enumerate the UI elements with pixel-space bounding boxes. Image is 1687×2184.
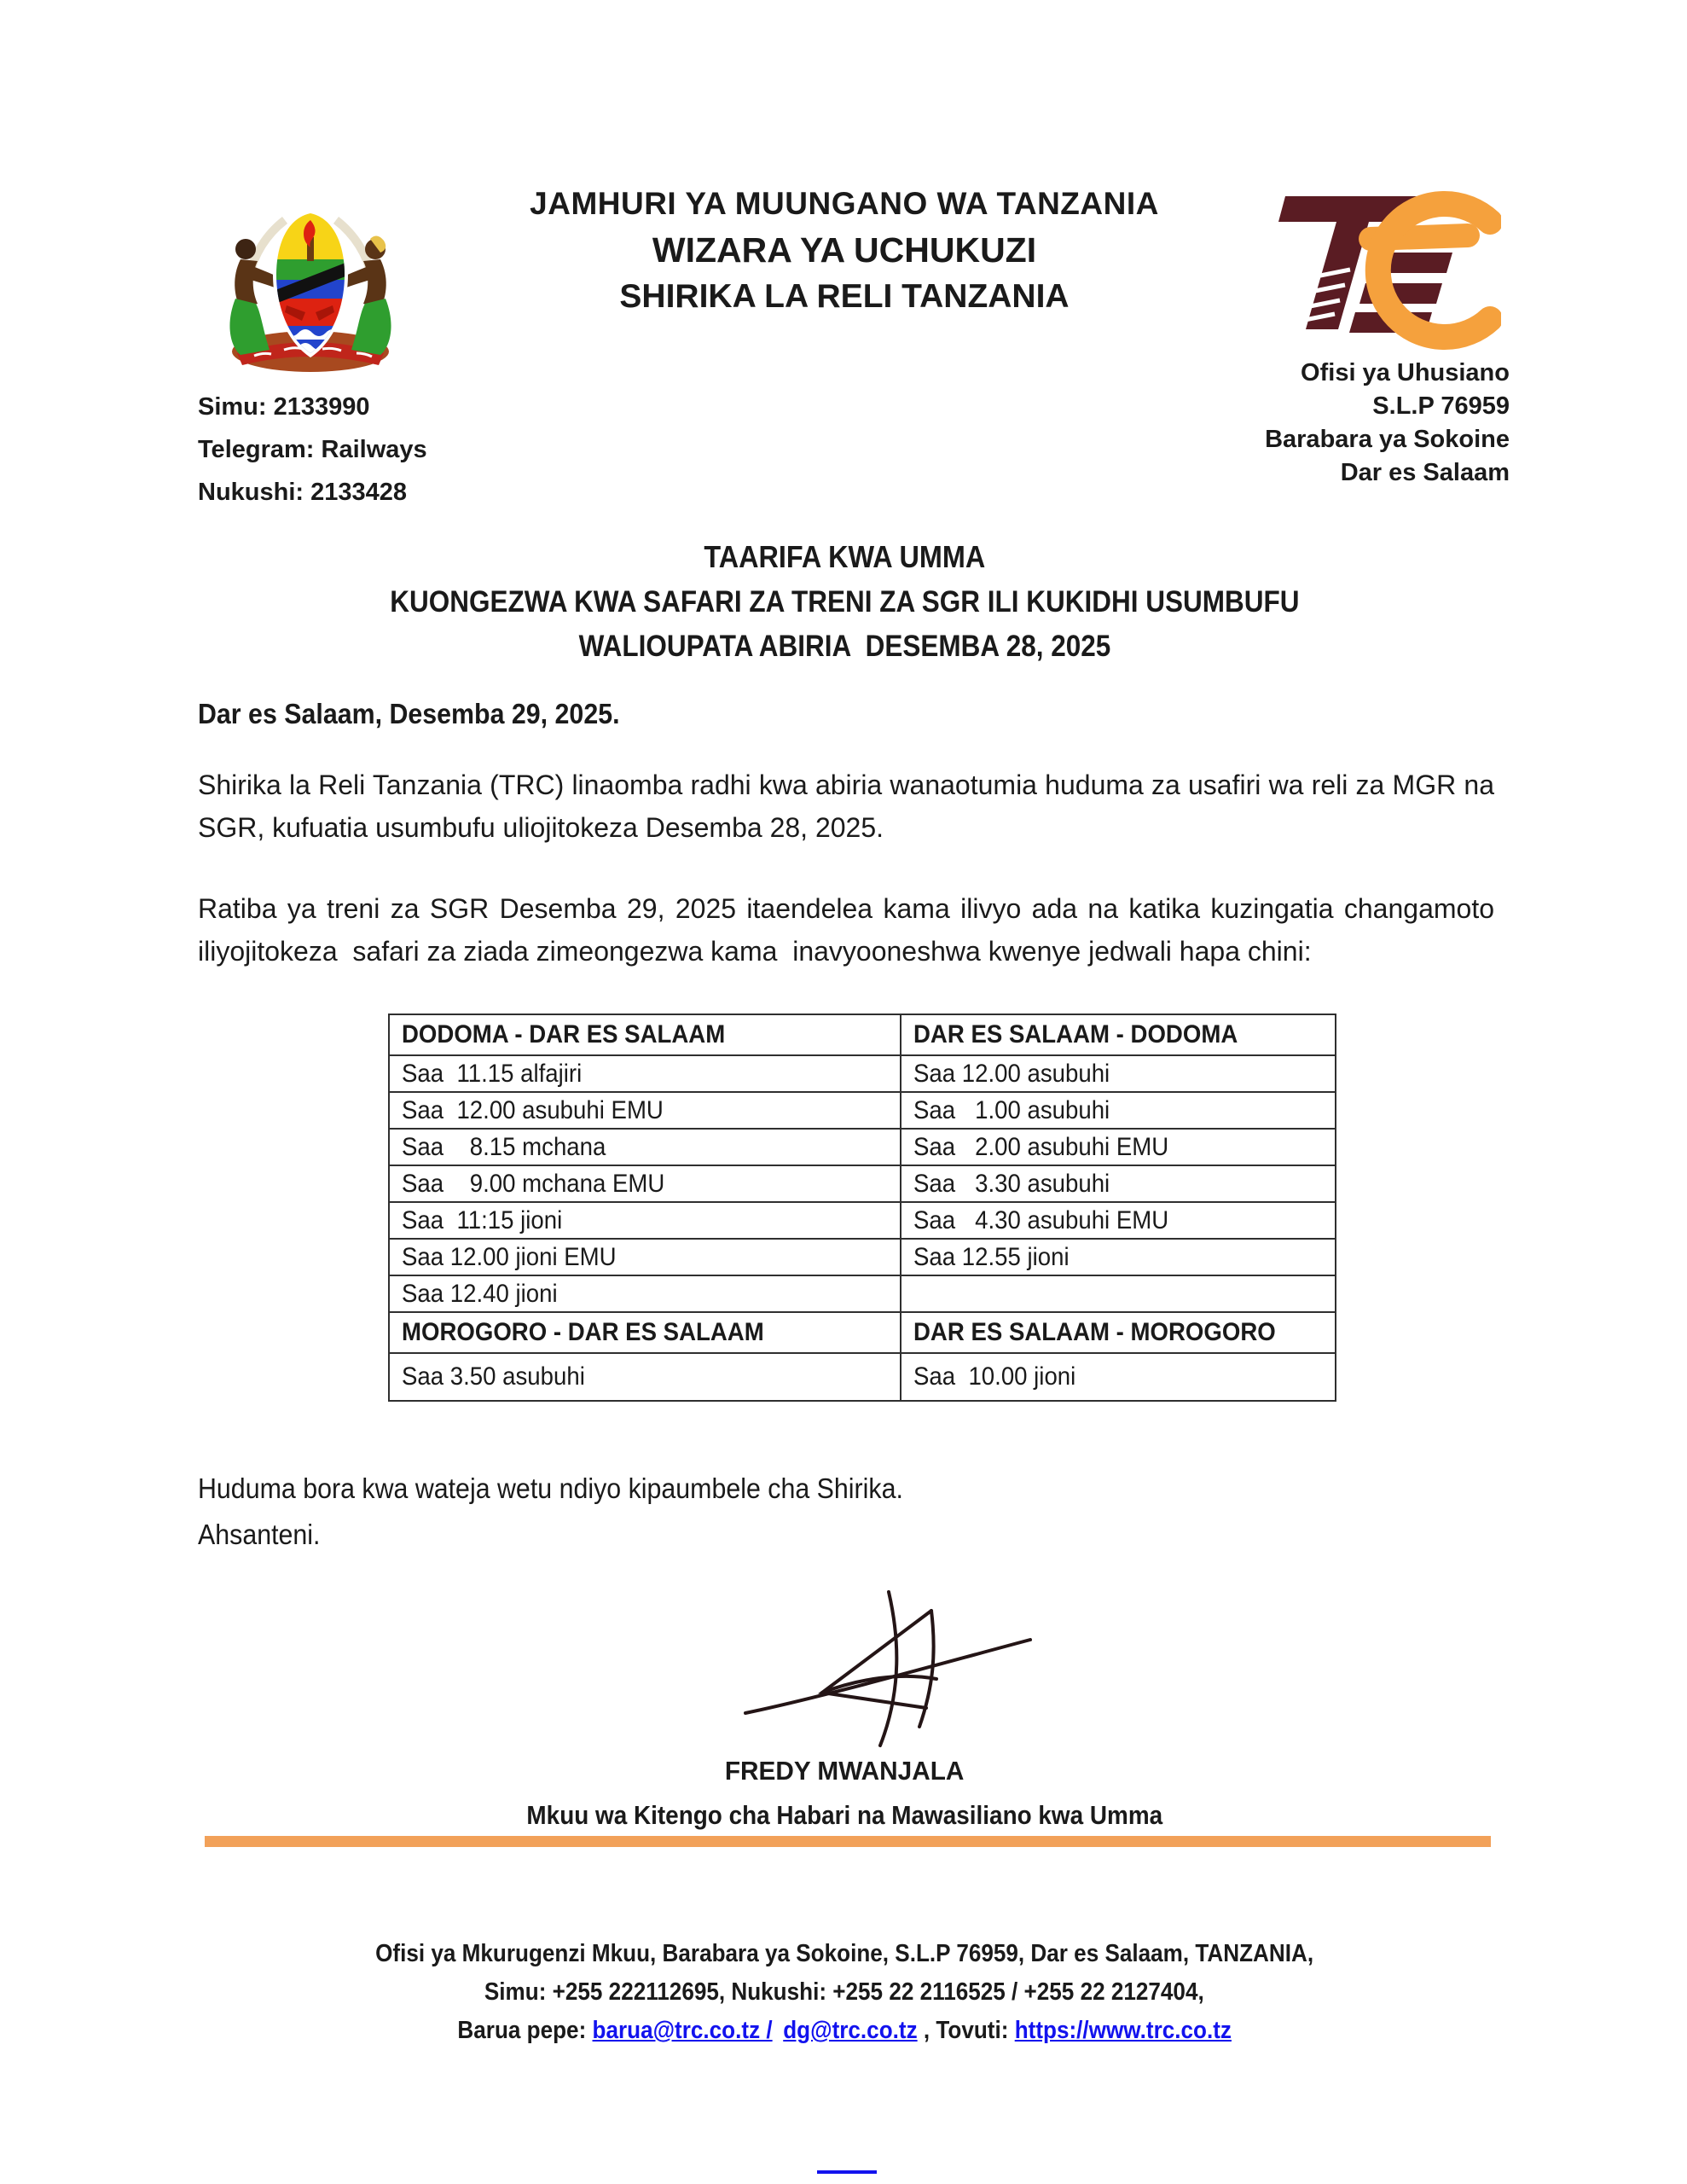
table-row	[389, 1129, 1336, 1165]
schedule-cell: Saa 10.00 jioni	[901, 1353, 1336, 1401]
schedule-cell: Saa 4.30 asubuhi EMU	[901, 1202, 1336, 1239]
phone-line: Simu: 2133990	[198, 393, 370, 421]
office-line: Ofisi ya Uhusiano	[1301, 359, 1510, 386]
signatory-role: Mkuu wa Kitengo cha Habari na Mawasiliano kwa Umma	[526, 1800, 1162, 1830]
pobox-line: S.L.P 76959	[1372, 392, 1510, 420]
schedule-cell: Saa 12.00 asubuhi EMU	[389, 1092, 901, 1129]
train-schedule-table	[388, 1014, 1336, 1402]
closing-line: Huduma bora kwa wateja wetu ndiyo kipaumbele cha Shirika.	[198, 1472, 903, 1504]
schedule-cell: Saa 12.55 jioni	[901, 1239, 1336, 1275]
schedule-cell: Saa 12.40 jioni	[389, 1275, 901, 1312]
ministry-line: WIZARA YA UCHUKUZI	[652, 230, 1037, 270]
orange-divider	[205, 1836, 1491, 1847]
schedule-cell: Saa 12.00 asubuhi	[901, 1055, 1336, 1092]
paragraph-schedule-info: Ratiba ya treni za SGR Desemba 29, 2025 itaendelea kama ilivyo ada na katika kuzingatia changamoto iliyojitokeza safari za ziada zimeongezwa kama inavyooneshwa kwenye jedwali hapa chini:	[198, 893, 1502, 967]
schedule-cell: Saa 11:15 jioni	[389, 1202, 901, 1239]
notice-title-block	[196, 539, 1493, 664]
footer-address-line: Ofisi ya Mkurugenzi Mkuu, Barabara ya Sokoine, S.L.P 76959, Dar es Salaam, TANZANIA,	[375, 1940, 1313, 1967]
schedule-cell: Saa 2.00 asubuhi EMU	[901, 1129, 1336, 1165]
schedule-cell: Saa 3.50 asubuhi	[389, 1353, 901, 1401]
contact-right-block	[981, 357, 1510, 490]
header-cell: DODOMA - DAR ES SALAAM	[389, 1014, 901, 1055]
thanks-line: Ahsanteni.	[198, 1519, 321, 1550]
footer-block	[196, 1935, 1493, 2050]
table-header-row	[389, 1014, 1336, 1055]
schedule-cell: Saa 8.15 mchana	[389, 1129, 901, 1165]
street-line: Barabara ya Sokoine	[1265, 426, 1510, 453]
signature-scribble	[733, 1583, 1041, 1754]
notice-subtitle-1: KUONGEZWA KWA SAFARI ZA TRENI ZA SGR ILI KUKIDHI USUMBUFU	[389, 585, 1300, 619]
table-row	[389, 1275, 1336, 1312]
paragraph-apology: Shirika la Reli Tanzania (TRC) linaomba radhi kwa abiria wanaotumia huduma za usafiri wa reli za MGR na SGR, kufuatia usumbufu uliojitokeza Desemba 28, 2025.	[198, 770, 1494, 843]
table-row	[389, 1092, 1336, 1129]
email-label: Barua pepe:	[457, 2017, 593, 2044]
schedule-cell: Saa 11.15 alfajiri	[389, 1055, 901, 1092]
schedule-cell: Saa 12.00 jioni EMU	[389, 1239, 901, 1275]
header-cell: DAR ES SALAAM - DODOMA	[901, 1014, 1336, 1055]
table-row	[389, 1239, 1336, 1275]
telegram-line: Telegram: Railways	[198, 436, 427, 463]
signature-graphic	[733, 1583, 1041, 1754]
contact-left-block	[198, 386, 427, 514]
schedule-cell: Saa 3.30 asubuhi	[901, 1165, 1336, 1202]
bottom-blue-mark	[817, 2170, 877, 2174]
fax-line: Nukushi: 2133428	[198, 479, 408, 506]
header-cell: DAR ES SALAAM - MOROGORO	[901, 1312, 1336, 1353]
footer-links-line	[457, 2012, 1232, 2050]
schedule-cell: Saa 9.00 mchana EMU	[389, 1165, 901, 1202]
schedule-cell-empty	[901, 1275, 1336, 1312]
corporation-line: SHIRIKA LA RELI TANZANIA	[619, 278, 1070, 315]
table-row	[389, 1055, 1336, 1092]
footer-phone-line: Simu: +255 222112695, Nukushi: +255 22 2116525 / +255 22 2127404,	[484, 1978, 1204, 2006]
trc-logo-icon	[1249, 177, 1501, 357]
table-row	[389, 1165, 1336, 1202]
table-header-row	[389, 1312, 1336, 1353]
dateline: Dar es Salaam, Desemba 29, 2025.	[198, 698, 620, 729]
table-row	[389, 1353, 1336, 1401]
website-link[interactable]: https://www.trc.co.tz	[1014, 2017, 1232, 2044]
table-row	[389, 1202, 1336, 1239]
website-label: , Tovuti:	[917, 2017, 1015, 2044]
notice-title: TAARIFA KWA UMMA	[704, 539, 985, 574]
schedule-cell: Saa 1.00 asubuhi	[901, 1092, 1336, 1129]
email-link-barua[interactable]: barua@trc.co.tz /	[592, 2017, 773, 2044]
closing-block	[198, 1466, 965, 1558]
city-line: Dar es Salaam	[1340, 459, 1510, 486]
trc-logo-graphic	[1249, 177, 1501, 357]
header-cell: MOROGORO - DAR ES SALAAM	[389, 1312, 901, 1353]
notice-subtitle-2: WALIOUPATA ABIRIA DESEMBA 28, 2025	[578, 630, 1110, 663]
email-link-dg[interactable]: dg@trc.co.tz	[783, 2017, 918, 2044]
republic-line: JAMHURI YA MUUNGANO WA TANZANIA	[530, 186, 1159, 221]
signatory-name: FREDY MWANJALA	[724, 1756, 965, 1786]
